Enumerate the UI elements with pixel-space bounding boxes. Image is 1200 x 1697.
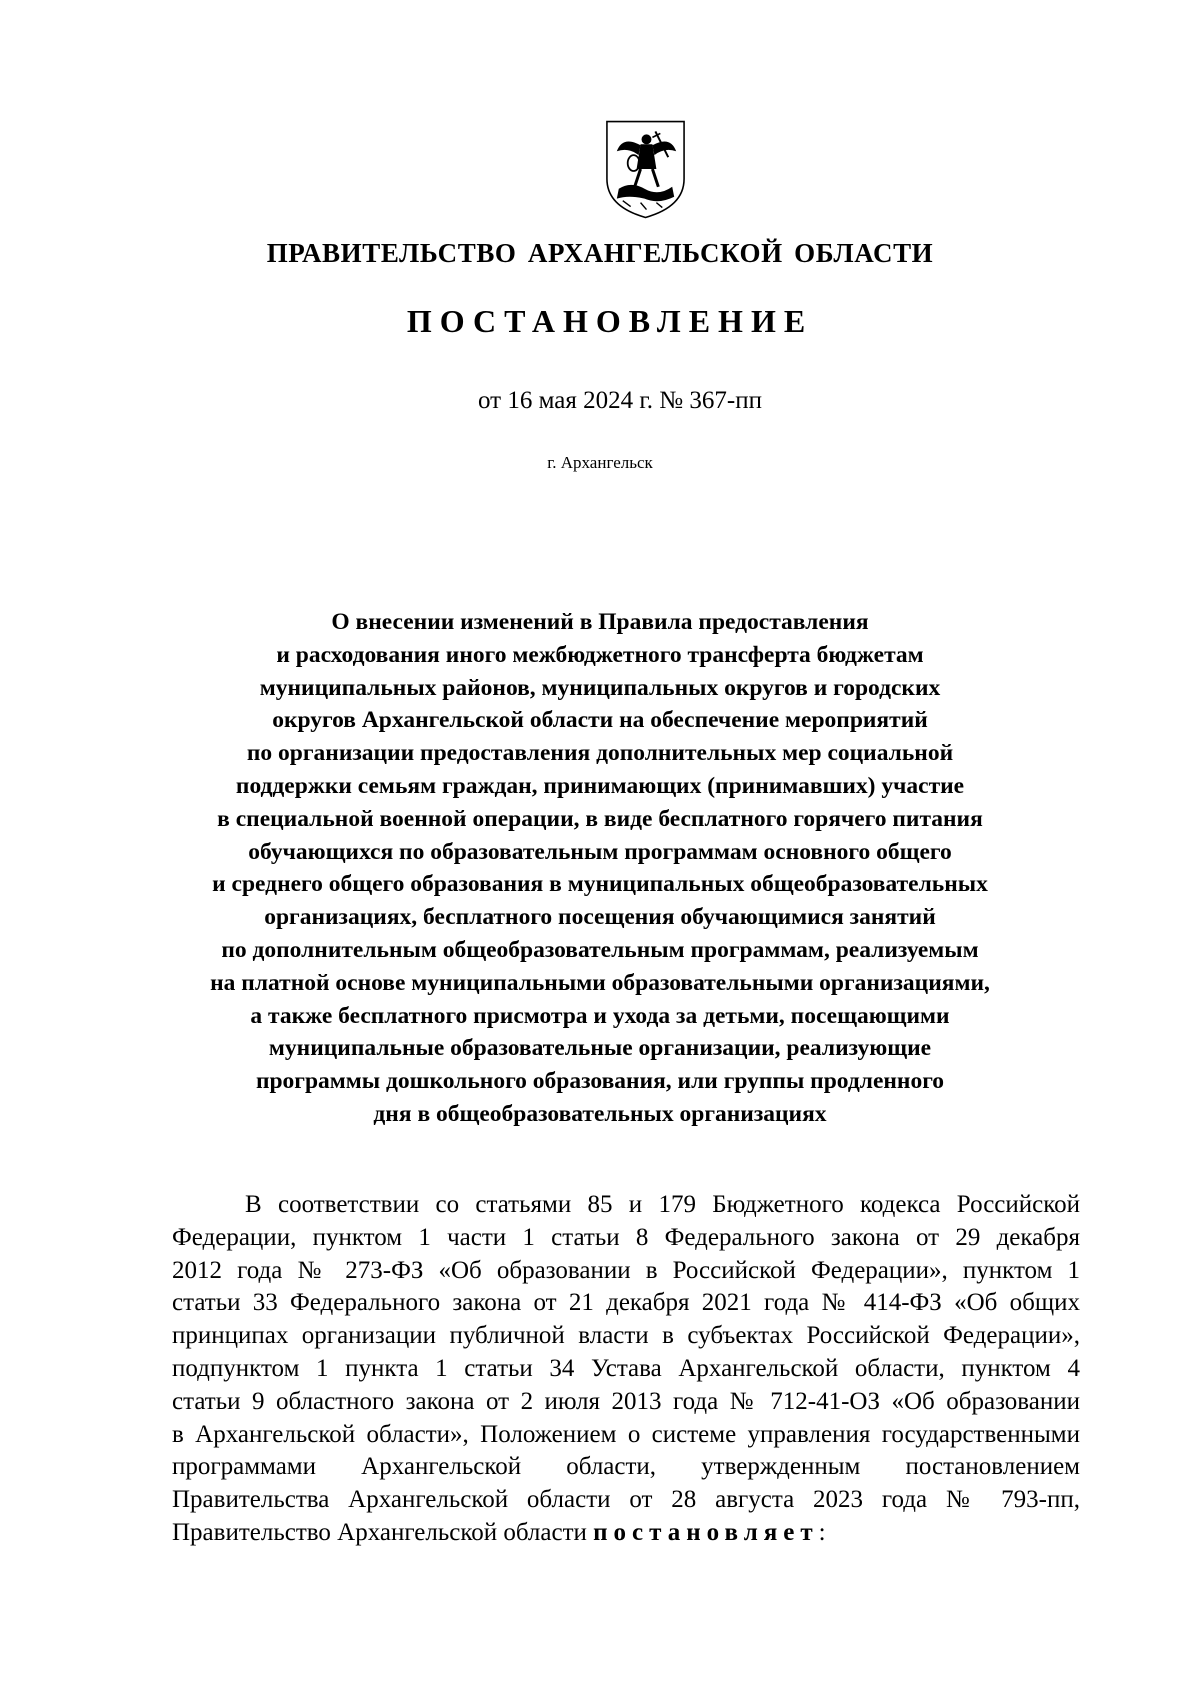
subject-line: по дополнительным общеобразовательным программам, реализуемым (221, 936, 979, 963)
preamble-paragraph (172, 1189, 1080, 1550)
coat-of-arms-emblem (601, 117, 690, 221)
subject-line: О внесении изменений в Правила предоставления (331, 609, 869, 635)
subject-line: а также бесплатного присмотра и ухода за детьми, посещающими (250, 1002, 950, 1029)
subject-line: и расходования иного межбюджетного трансферта бюджетам (276, 641, 924, 668)
body-line: статьи 33 Федерального закона от 21 декабря 2021 года № 414-ФЗ «Об общих (172, 1289, 1080, 1317)
subject-line: программы дошкольного образования, или группы продленного (255, 1068, 945, 1095)
subject-line: дня в общеобразовательных организациях (373, 1100, 827, 1127)
subject-line: в специальной военной операции, в виде бесплатного горячего питания (217, 805, 983, 832)
document-type: ПОСТАНОВЛЕНИЕ (406, 303, 814, 339)
body-line: в Архангельской области», Положением о системе управления государственными (172, 1420, 1080, 1448)
body-last-line (172, 1517, 1080, 1550)
decree-verb: постановляет (593, 1518, 819, 1546)
body-line: статьи 9 областного закона от 2 июля 2013 года № 712-41-ОЗ «Об образовании (172, 1387, 1080, 1415)
document-subject (150, 606, 1050, 1131)
body-line: Федерации, пунктом 1 части 1 статьи 8 Федерального закона от 29 декабря (172, 1223, 1080, 1251)
subject-line: поддержки семьям граждан, принимающих (принимавших) участие (235, 772, 965, 799)
subject-line: на платной основе муниципальными образовательными организациями, (210, 969, 990, 996)
body-line: В соответствии со статьями 85 и 179 Бюджетного кодекса Российской (245, 1191, 1080, 1218)
subject-line: муниципальных районов, муниципальных округов и городских (259, 674, 941, 701)
body-line: программами Архангельской области, утвержденным постановлением (172, 1453, 1080, 1481)
document-date-number: от 16 мая 2024 г. № 367-пп (478, 387, 762, 414)
body-last-suffix: : (818, 1518, 826, 1546)
body-line: 2012 года № 273-ФЗ «Об образовании в Российской Федерации», пунктом 1 (172, 1256, 1080, 1284)
subject-line: организациях, бесплатного посещения обучающимися занятий (264, 904, 936, 931)
document-city: г. Архангельск (547, 453, 653, 472)
body-line: Правительства Архангельской области от 28 августа 2023 года № 793-пп, (172, 1486, 1080, 1514)
subject-line: и среднего общего образования в муниципальных общеобразовательных (212, 871, 988, 898)
subject-line: обучающихся по образовательным программам основного общего (248, 838, 952, 865)
subject-line: округов Архангельской области на обеспечение мероприятий (272, 707, 928, 734)
body-last-prefix: Правительство Архангельской области (172, 1518, 594, 1546)
subject-line: муниципальные образовательные организации, реализующие (268, 1035, 932, 1062)
subject-line: по организации предоставления дополнительных мер социальной (246, 740, 954, 767)
body-line: принципах организации публичной власти в субъектах Российской Федерации», (172, 1322, 1080, 1350)
body-line: подпунктом 1 пункта 1 статьи 34 Устава Архангельской области, пунктом 4 (172, 1354, 1080, 1382)
government-name: ПРАВИТЕЛЬСТВО АРХАНГЕЛЬСКОЙ ОБЛАСТИ (266, 238, 934, 268)
